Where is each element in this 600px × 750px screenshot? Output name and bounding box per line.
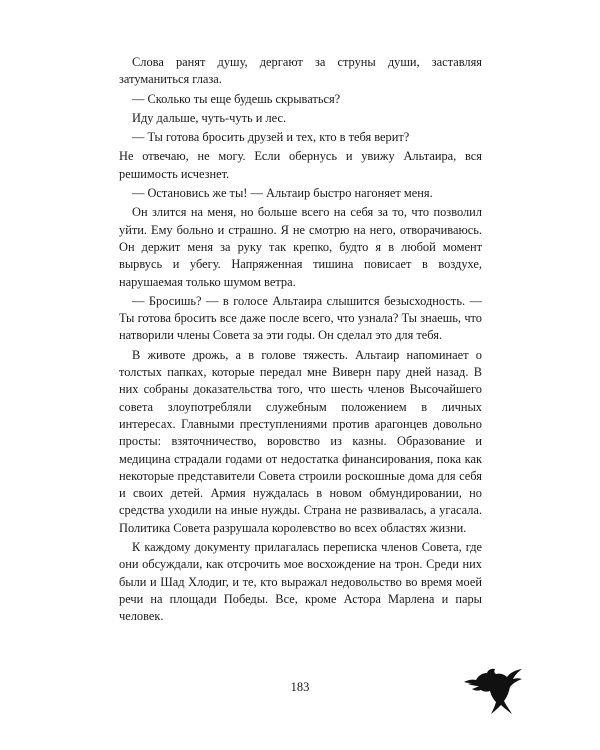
page-number: 183 [290, 680, 310, 694]
paragraph: К каждому документу прилагалась переписка членов Совета, где они обсуждали, как отсрочить мое восхождение на трон. Среди них были и Шад Хлодиг, и те, кто выражал недовольство во время моей речи на площади Победы. Все, кроме Астора Марлена и пары человек. [119, 540, 482, 624]
paragraph: Иду дальше, чуть-чуть и лес. [132, 110, 287, 125]
paragraph: — Бросишь? — в голосе Альтаира слышится безысходность. — Ты готова бросить все даже после всего, что узнала? Ты знаешь, что натворили члены Совета за эти годы. Он сделал это для тебя. [119, 293, 482, 343]
paragraph: — Сколько ты еще будешь скрываться? [132, 91, 341, 106]
dragon-icon [462, 660, 526, 716]
paragraph: Он злится на меня, но больше всего на себя за то, что позволил уйти. Ему больно и страшно. Я не смотрю на него, отворачиваюсь. Он держит меня за руку так крепко, будто я в любой момент вырвусь и убегу. Напряженная тишина повисает в воздухе, нарушаемая только шумом ветра. [119, 205, 482, 289]
paragraph: Не отвечаю, не могу. Если обернусь и увижу Альтаира, вся решимость исчезнет. [119, 149, 482, 181]
paragraph: В животе дрожь, а в голове тяжесть. Альтаир напоминает о толстых папках, которые передал мне Виверн пару дней назад. В них собраны доказательства того, что шесть членов Высочайшего совета злоупотребляли служебным положением в личных интересах. Главными преступлениями против арагонцев довольно просты: взяточничество, воровство из казны. Образование и медицина страдали годами от недостатка финансирования, пока как некоторые представители Совета строили роскошные дома для себя и своих детей. Армия нуждалась в новом обмундировании, но средства уходили на иные нужды. Страна не развивалась, а угасала. Политика Совета разрушала королевство во всех областях жизни. [119, 347, 482, 535]
paragraph: Слова ранят душу, дергают за струны души, заставляя затуманиться глаза. [119, 55, 482, 87]
paragraph: — Остановись же ты! — Альтаир быстро нагоняет меня. [132, 186, 433, 201]
body-text [119, 54, 482, 628]
paragraph: — Ты готова бросить друзей и тех, кто в тебя верит? [132, 130, 410, 145]
